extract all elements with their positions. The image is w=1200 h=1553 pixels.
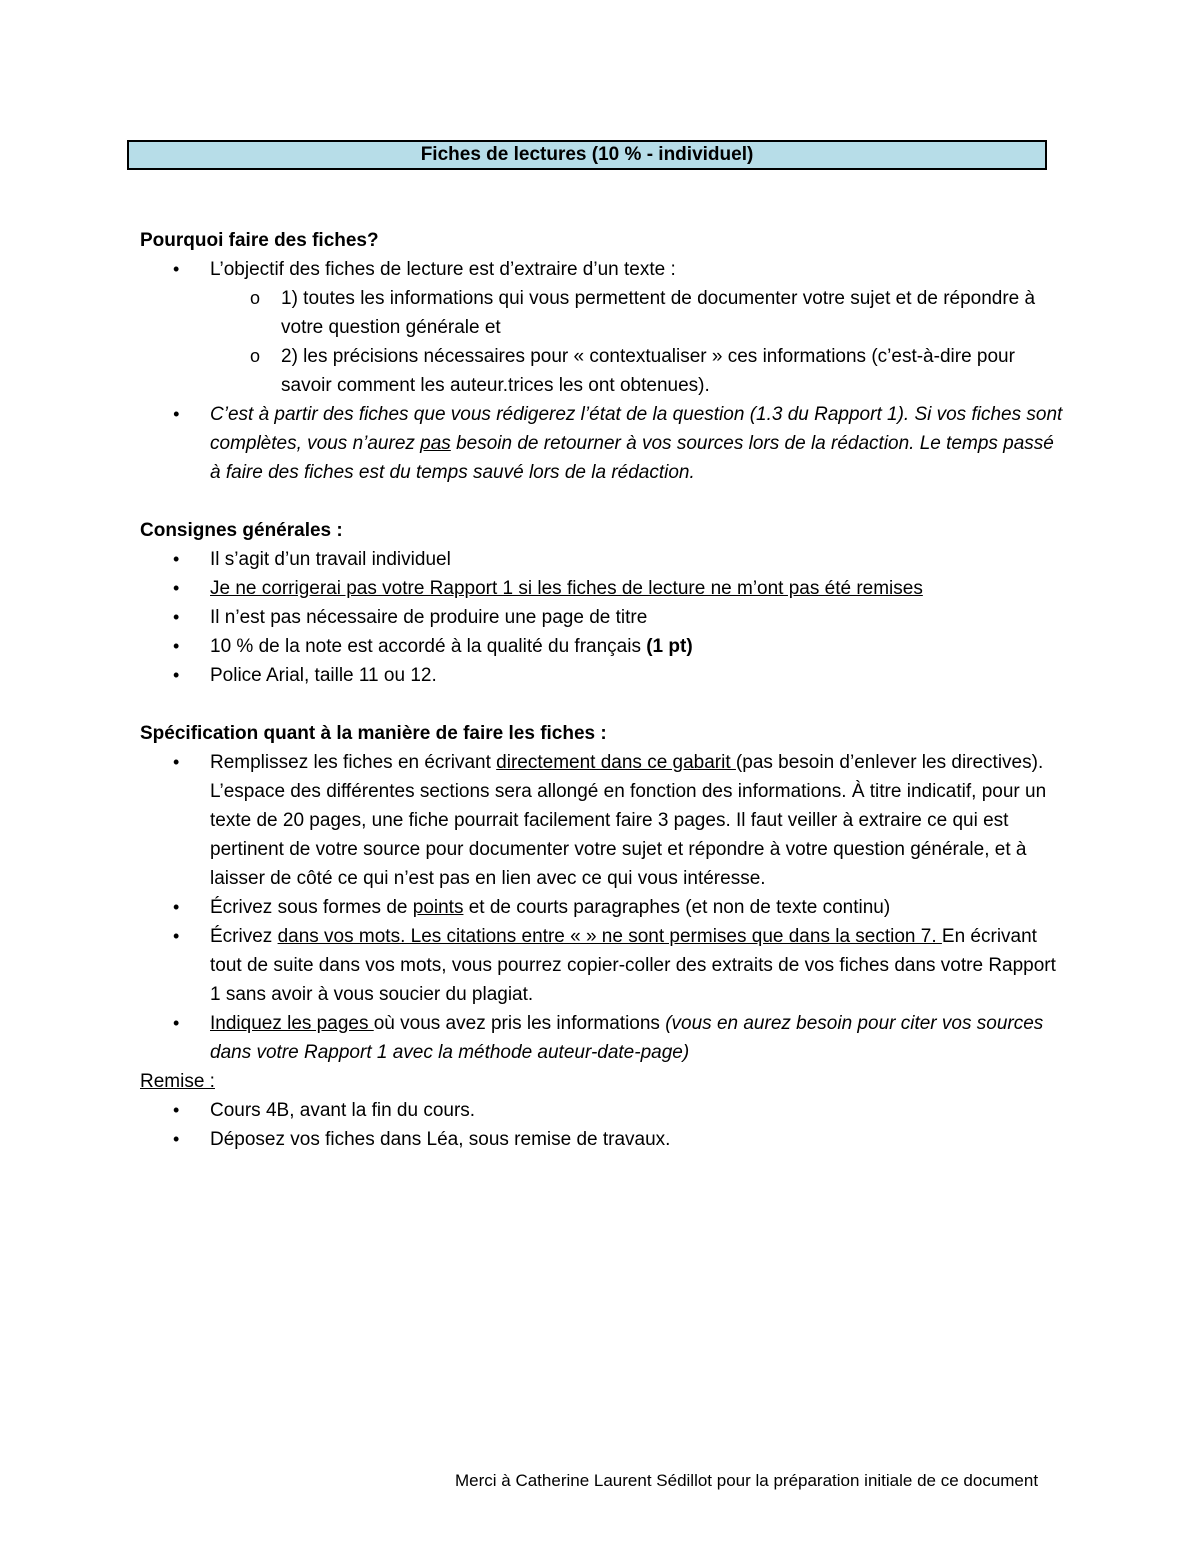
bullet-icon: •	[173, 752, 180, 772]
bullet-icon: •	[173, 1100, 180, 1120]
list-item	[140, 255, 1065, 400]
circle-bullet-icon: o	[250, 288, 261, 308]
list-item-text: Écrivez sous formes de	[210, 897, 413, 918]
page-title: Fiches de lectures (10 % - individuel)	[127, 140, 1047, 170]
list-consignes	[140, 545, 1065, 690]
list-item-text: C’est à partir des fiches que vous rédigerez l’état de la question (1.3 du Rapport 1). Si vos fiches sont complètes, vous n’aurez	[210, 404, 1063, 454]
list-item	[140, 1125, 1065, 1154]
bullet-icon: •	[173, 636, 180, 656]
list-item	[140, 893, 1065, 922]
list-pourquoi	[140, 255, 1065, 487]
sub-list-item	[210, 342, 1065, 400]
underlined-text: points	[412, 897, 464, 918]
list-item	[140, 1009, 1065, 1067]
bullet-icon: •	[173, 926, 180, 946]
list-item-text: Cours 4B, avant la fin du cours.	[210, 1100, 476, 1121]
section-heading-consignes: Consignes générales :	[140, 520, 343, 541]
list-item	[140, 1096, 1065, 1125]
section-heading-remise: Remise :	[140, 1071, 215, 1092]
list-item	[140, 922, 1065, 1009]
list-specification	[140, 748, 1065, 1067]
bullet-icon: •	[173, 1129, 180, 1149]
sub-list-item-text: 1) toutes les informations qui vous permettent de documenter votre sujet et de répondre à votre question générale et	[281, 288, 1036, 338]
list-item-text: et de courts paragraphes (et non de texte continu)	[463, 897, 891, 918]
list-item-text: Il s’agit d’un travail individuel	[210, 549, 451, 570]
footer-credit: Merci à Catherine Laurent Sédillot pour la préparation initiale de ce document	[455, 1471, 1039, 1490]
list-item-text: Écrivez	[210, 926, 278, 947]
list-item-text: 10 % de la note est accordé à la qualité du français	[210, 636, 641, 657]
bullet-icon: •	[173, 578, 180, 598]
list-item-text: Remplissez les fiches en écrivant	[210, 752, 497, 773]
circle-bullet-icon: o	[250, 346, 261, 366]
bullet-icon: •	[173, 665, 180, 685]
list-item	[140, 545, 1065, 574]
bullet-icon: •	[173, 607, 180, 627]
bold-text: (1 pt)	[640, 636, 693, 657]
list-item-text: Déposez vos fiches dans Léa, sous remise de travaux.	[210, 1129, 671, 1150]
list-item	[140, 574, 1065, 603]
list-item-text: (pas besoin d’enlever les directives). L’espace des différentes sections sera allongé en fonction des informations. À titre indicatif, pour un texte de 20 pages, une fiche pourrait facilement faire 3 pages. Il faut veiller à extraire ce qui est pertinent de votre source pour documenter votre sujet et répondre à votre question générale, et à laisser de côté ce qui n’est pas en lien avec ce qui vous intéresse.	[210, 752, 1047, 889]
list-item-text: L’objectif des fiches de lecture est d’extraire d’un texte :	[210, 259, 676, 280]
list-item	[140, 661, 1065, 690]
underlined-text: directement dans ce gabarit	[496, 752, 736, 773]
list-item-text: Il n’est pas nécessaire de produire une page de titre	[210, 607, 648, 628]
italic-text: (vous en aurez besoin pour citer vos sources dans votre Rapport 1 avec la méthode auteur-date-page)	[210, 1013, 1044, 1063]
section-heading-specification: Spécification quant à la manière de faire les fiches :	[140, 723, 607, 744]
underlined-text: Indiquez les pages	[210, 1013, 374, 1034]
list-item-text: où vous avez pris les informations	[373, 1013, 666, 1034]
list-item-text: besoin de retourner à vos sources lors de la rédaction. Le temps passé à faire des fiches est du temps sauvé lors de la rédaction.	[210, 433, 1054, 483]
bullet-icon: •	[173, 549, 180, 569]
underlined-text: pas	[420, 433, 451, 454]
list-item	[140, 603, 1065, 632]
bullet-icon: •	[173, 404, 180, 424]
bullet-icon: •	[173, 897, 180, 917]
section-heading-pourquoi: Pourquoi faire des fiches?	[140, 230, 379, 251]
sub-list	[210, 284, 1065, 400]
document-body	[140, 226, 1065, 1154]
underlined-text: dans vos mots. Les citations entre « » ne sont permises que dans la section 7.	[277, 926, 942, 947]
bullet-icon: •	[173, 1013, 180, 1033]
list-item-text: Je ne corrigerai pas votre Rapport 1 si les fiches de lecture ne m’ont pas été remises	[210, 578, 923, 599]
list-item-text: En écrivant tout de suite dans vos mots, vous pourrez copier-coller des extraits de vos fiches dans votre Rapport 1 sans avoir à vous soucier du plagiat.	[210, 926, 1056, 1005]
list-item	[140, 632, 1065, 661]
list-item-text: Police Arial, taille 11 ou 12.	[210, 665, 437, 686]
bullet-icon: •	[173, 259, 180, 279]
list-remise	[140, 1096, 1065, 1154]
list-item	[140, 748, 1065, 893]
sub-list-item-text: 2) les précisions nécessaires pour « contextualiser » ces informations (c’est-à-dire pour savoir comment les auteur.trices les ont obtenues).	[281, 346, 1015, 396]
sub-list-item	[210, 284, 1065, 342]
list-item	[140, 400, 1065, 487]
